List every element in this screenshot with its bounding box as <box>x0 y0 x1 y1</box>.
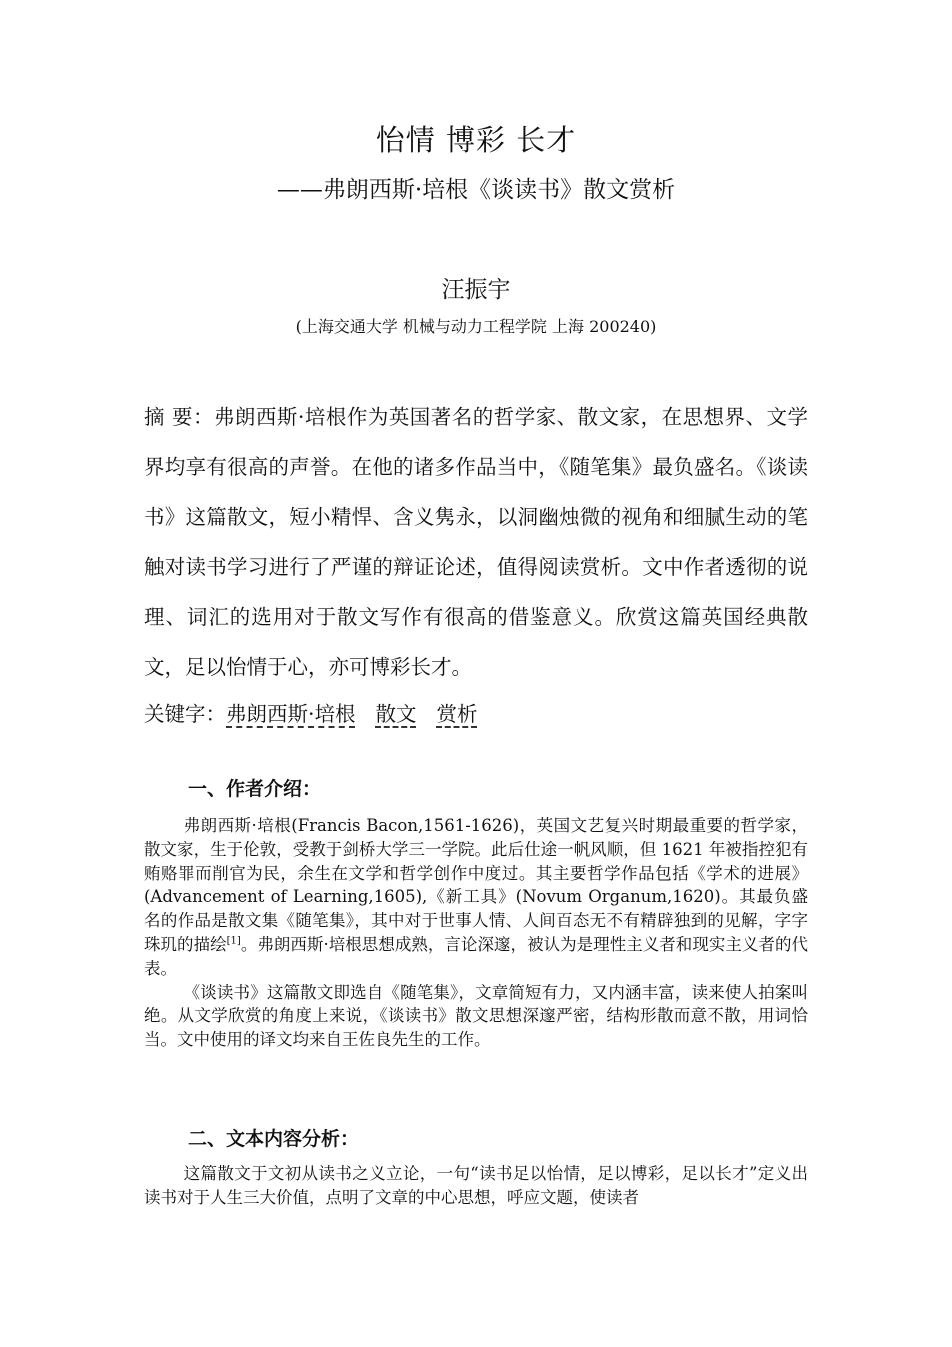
section-heading: 一、作者介绍： <box>188 778 322 800</box>
abstract-text: 弗朗西斯·培根作为英国著名的哲学家、散文家，在思想界、文学界均享有很高的声誉。在他的诸多作品当中，《随笔集》最负盛名。《谈读书》这篇散文，短小精悍、含义隽永，以洞幽烛微的视角和细腻生动的笔触对读书学习进行了严谨的辩证论述，值得阅读赏析。文中作者透彻的说理、词汇的选用对于散文写作有很高的借鉴意义。欣赏这篇英国经典散文，足以怡情于心，亦可博彩长才。 <box>144 405 808 679</box>
keywords-label: 关键字： <box>144 702 226 726</box>
keyword-item: 赏析 <box>436 702 478 726</box>
body-paragraph: 这篇散文于文初从读书之义立论，一句“读书足以怡情，足以博彩，足以长才”定义出读书对于人生三大价值，点明了文章的中心思想，呼应文题，使读者 <box>144 1164 808 1207</box>
section-body <box>144 814 808 1052</box>
abstract <box>144 392 808 692</box>
author-name: 汪振宇 <box>441 277 511 303</box>
abstract-label: 摘 要： <box>144 405 214 429</box>
keyword-item: 弗朗西斯·培根 <box>226 702 356 726</box>
paragraph-text: 。弗朗西斯·培根思想成熟，言论深邃，被认为是理性主义者和现实主义者的代表。 <box>144 934 809 978</box>
keywords <box>144 694 808 734</box>
paper-subtitle: ——弗朗西斯·培根《谈读书》散文赏析 <box>276 177 676 203</box>
abstract-paragraph <box>144 392 808 692</box>
section-body <box>144 1162 808 1210</box>
section-heading: 二、文本内容分析： <box>188 1128 360 1150</box>
keyword-item: 散文 <box>375 702 417 726</box>
paragraph-text: 弗朗西斯·培根(Francis Bacon,1561-1626)，英国文艺复兴时期最重要的哲学家，散文家，生于伦敦，受教于剑桥大学三一学院。此后仕途一帆风顺，但 1621 年被指控犯有贿赂罪而削官为民，余生在文学和哲学创作中度过。其主要哲学作品包括《学术的进展》(Advancement of Learning,1605),《新工具》(Novum Organum,1620)。其最负盛名的作品是散文集《随笔集》，其中对于世事人情、人间百态无不有精辟独到的见解，字字珠玑的描绘 <box>144 816 808 954</box>
body-paragraph <box>144 814 808 981</box>
citation-ref[interactable]: [1] <box>226 935 241 947</box>
body-paragraph: 《谈读书》这篇散文即选自《随笔集》，文章简短有力，又内涵丰富，读来使人拍案叫绝。从文学欣赏的角度上来说，《谈读书》散文思想深邃严密，结构形散而意不散，用词恰当。文中使用的译文均来自王佐良先生的工作。 <box>144 982 808 1050</box>
paper-title: 怡情 博彩 长才 <box>375 123 577 157</box>
author-affiliation: (上海交通大学 机械与动力工程学院 上海 200240) <box>295 317 657 336</box>
